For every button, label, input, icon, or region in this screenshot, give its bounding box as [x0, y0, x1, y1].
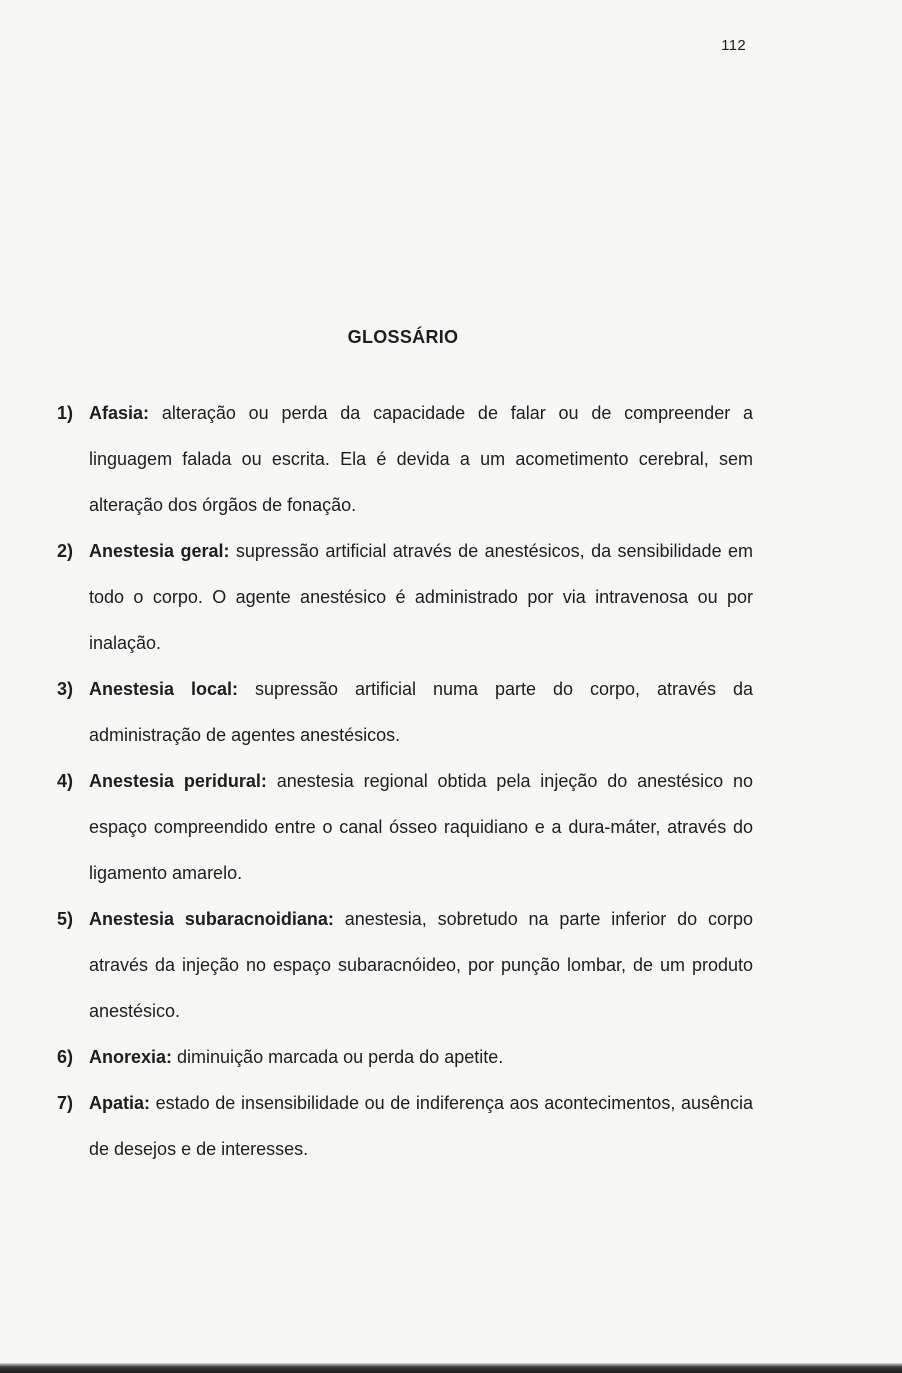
glossary-entry-anorexia — [55, 1034, 753, 1080]
glossary-entry-anestesia-local — [55, 666, 753, 758]
entry-definition: supressão artificial através de anestésicos, da sensibilidade em todo o corpo. O agente anestésico é administrado por via intravenosa ou por inalação. — [89, 541, 753, 653]
entry-definition: supressão artificial numa parte do corpo, através da administração de agentes anestésicos. — [89, 679, 753, 745]
page-title: GLOSSÁRIO — [347, 327, 459, 347]
entry-number: 1) — [57, 403, 74, 423]
glossary-list — [55, 390, 753, 1172]
entry-term: Anestesia geral: — [89, 541, 230, 561]
glossary-entry-apatia — [55, 1080, 753, 1172]
entry-number: 7) — [57, 1093, 74, 1113]
page-number: 112 — [721, 37, 746, 54]
entry-definition: anestesia regional obtida pela injeção do anestésico no espaço compreendido entre o canal ósseo raquidiano e a dura-máter, através do ligamento amarelo. — [89, 771, 753, 883]
entry-number: 4) — [57, 771, 74, 791]
scan-bottom-edge — [0, 1363, 902, 1373]
entry-definition: estado de insensibilidade ou de indiferença aos acontecimentos, ausência de desejos e de interesses. — [89, 1093, 753, 1159]
glossary-entry-anestesia-peridural — [55, 758, 753, 896]
glossary-entry-afasia — [55, 390, 753, 528]
glossary-entry-anestesia-subaracnoidiana — [55, 896, 753, 1034]
entry-definition: anestesia, sobretudo na parte inferior do corpo através da injeção no espaço subaracnóideo, por punção lombar, de um produto anestésico. — [89, 909, 753, 1021]
entry-term: Anestesia peridural: — [89, 771, 267, 791]
glossary-entry-anestesia-geral — [55, 528, 753, 666]
entry-term: Apatia: — [89, 1093, 151, 1113]
entry-term: Afasia: — [89, 403, 150, 423]
entry-definition: alteração ou perda da capacidade de falar ou de compreender a linguagem falada ou escrita. Ela é devida a um acometimento cerebral, sem alteração dos órgãos de fonação. — [89, 403, 753, 515]
entry-number: 5) — [57, 909, 74, 929]
entry-number: 6) — [57, 1047, 74, 1067]
entry-definition: diminuição marcada ou perda do apetite. — [172, 1047, 504, 1067]
entry-term: Anestesia local: — [89, 679, 239, 699]
entry-term: Anestesia subaracnoidiana: — [89, 909, 334, 929]
entry-number: 2) — [57, 541, 74, 561]
entry-number: 3) — [57, 679, 74, 699]
entry-term: Anorexia: — [89, 1047, 173, 1067]
